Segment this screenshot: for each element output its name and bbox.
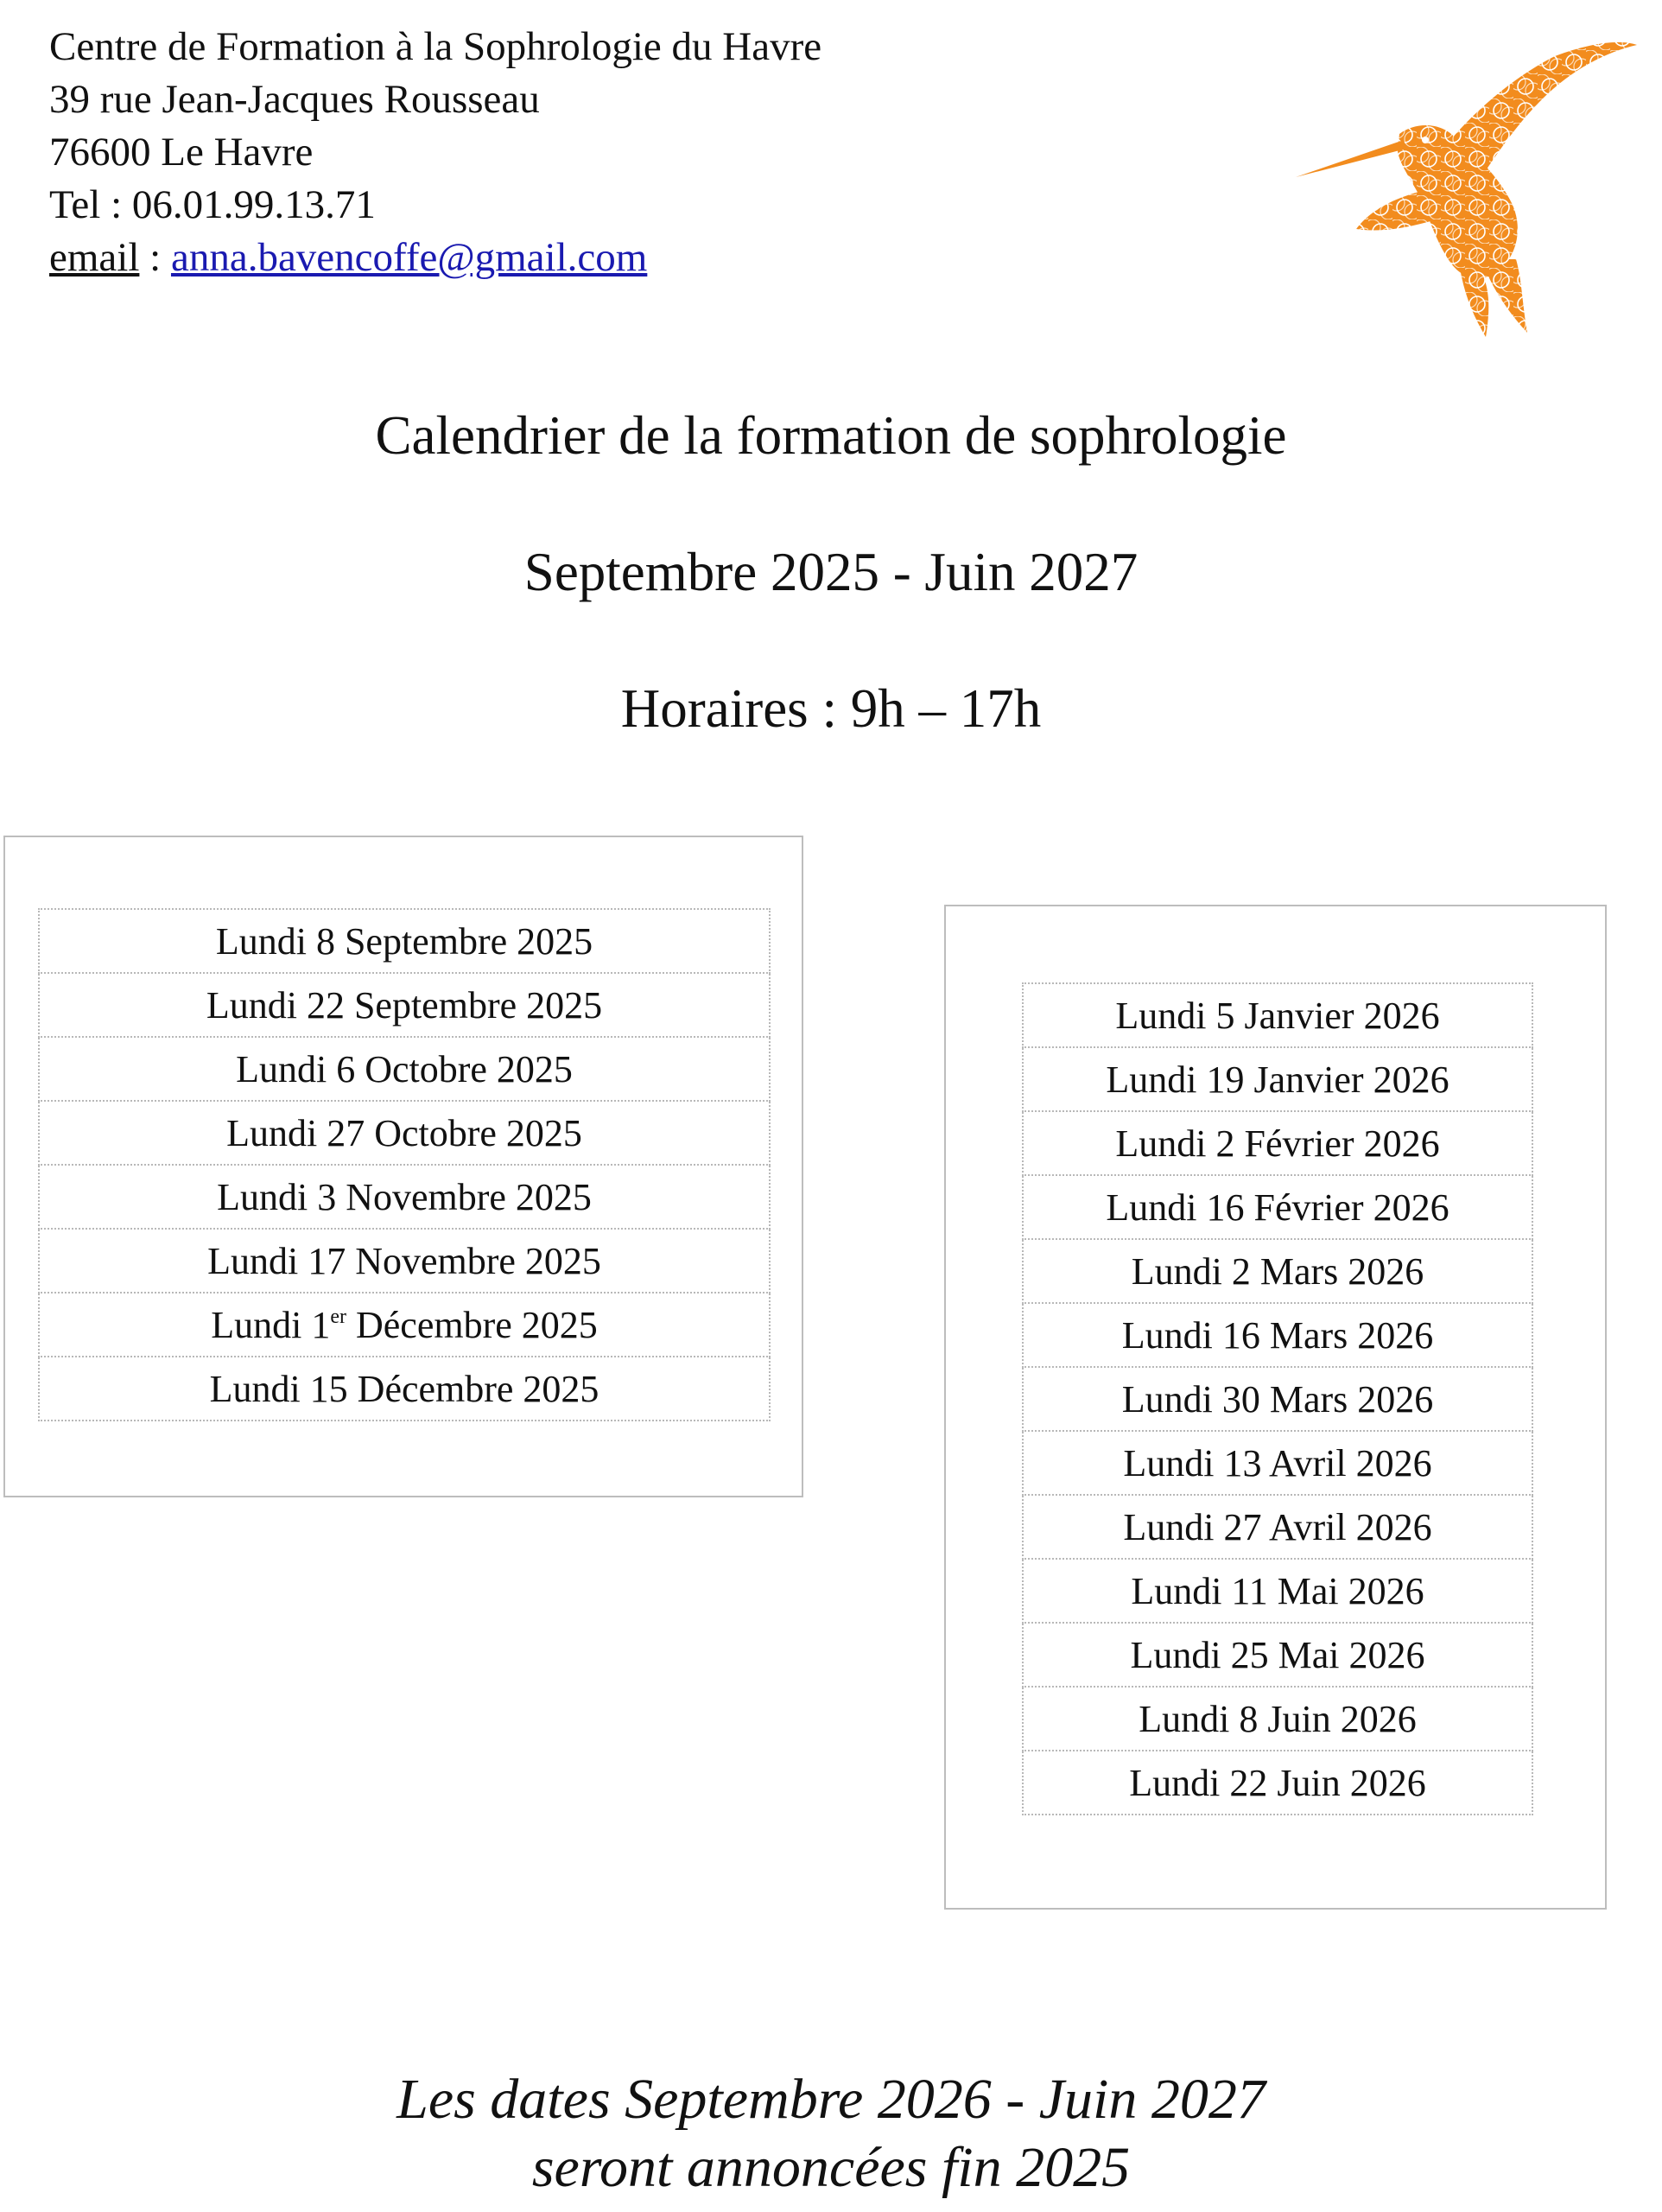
table-row (39, 1037, 770, 1101)
email-label: email (49, 235, 140, 280)
date-text-after: Décembre 2025 (346, 1303, 598, 1346)
table-row (1023, 1751, 1532, 1815)
city-address: 76600 Le Havre (49, 130, 314, 175)
table-row (39, 1101, 770, 1165)
date-cell: Lundi 17 Novembre 2025 (39, 1229, 770, 1293)
table-row (1023, 1495, 1532, 1559)
dates-panel-2026 (944, 905, 1607, 1910)
footer-note-line-1: Les dates Septembre 2026 - Juin 2027 (396, 2068, 1266, 2131)
email-link[interactable]: anna.bavencoffe@gmail.com (170, 235, 648, 280)
address-block (49, 21, 821, 284)
date-cell: Lundi 16 Mars 2026 (1023, 1303, 1532, 1367)
email-separator: : (139, 235, 171, 280)
table-row (39, 1293, 770, 1357)
table-row (1023, 1687, 1532, 1751)
date-cell: Lundi 22 Septembre 2025 (39, 973, 770, 1037)
dates-panel-2025 (3, 836, 803, 1497)
date-ordinal-suffix: er (330, 1305, 346, 1328)
hummingbird-icon (1296, 26, 1650, 346)
date-cell: Lundi 25 Mai 2026 (1023, 1623, 1532, 1687)
table-row (1023, 1175, 1532, 1239)
calendar-title: Calendrier de la formation de sophrologie (375, 405, 1287, 466)
table-row (1023, 1367, 1532, 1431)
table-row (39, 1165, 770, 1229)
street-address: 39 rue Jean-Jacques Rousseau (49, 77, 540, 122)
date-cell: Lundi 13 Avril 2026 (1023, 1431, 1532, 1495)
date-text-before: Lundi 1 (211, 1303, 331, 1346)
date-cell: Lundi 2 Mars 2026 (1023, 1239, 1532, 1303)
date-cell: Lundi 5 Janvier 2026 (1023, 983, 1532, 1047)
date-cell: Lundi 15 Décembre 2025 (39, 1357, 770, 1421)
table-row (1023, 1431, 1532, 1495)
table-row (1023, 1303, 1532, 1367)
table-row (39, 909, 770, 973)
date-cell: Lundi 6 Octobre 2025 (39, 1037, 770, 1101)
date-cell: Lundi 30 Mars 2026 (1023, 1367, 1532, 1431)
date-cell: Lundi 27 Avril 2026 (1023, 1495, 1532, 1559)
date-cell: Lundi 16 Février 2026 (1023, 1175, 1532, 1239)
date-cell: Lundi 2 Février 2026 (1023, 1111, 1532, 1175)
date-cell: Lundi 22 Juin 2026 (1023, 1751, 1532, 1815)
table-row (1023, 1047, 1532, 1111)
table-row (1023, 1111, 1532, 1175)
table-row (1023, 1623, 1532, 1687)
date-cell: Lundi 8 Juin 2026 (1023, 1687, 1532, 1751)
footer-note-line-2: seront annoncées fin 2025 (531, 2136, 1131, 2199)
date-cell: Lundi 19 Janvier 2026 (1023, 1047, 1532, 1111)
phone-number: Tel : 06.01.99.13.71 (49, 182, 376, 227)
date-cell: Lundi 11 Mai 2026 (1023, 1559, 1532, 1623)
date-cell: Lundi 3 Novembre 2025 (39, 1165, 770, 1229)
org-name: Centre de Formation à la Sophrologie du Havre (49, 24, 822, 69)
table-row (1023, 983, 1532, 1047)
table-row (39, 1357, 770, 1421)
date-cell (39, 1293, 770, 1357)
dates-table-2026 (1022, 982, 1533, 1815)
period-title: Septembre 2025 - Juin 2027 (523, 542, 1139, 602)
date-cell: Lundi 8 Septembre 2025 (39, 909, 770, 973)
table-row (1023, 1559, 1532, 1623)
hours-title: Horaires : 9h – 17h (620, 678, 1042, 739)
table-row (39, 973, 770, 1037)
date-cell: Lundi 27 Octobre 2025 (39, 1101, 770, 1165)
email-line (49, 232, 821, 284)
table-row (1023, 1239, 1532, 1303)
dates-table-2025 (38, 908, 771, 1421)
table-row (39, 1229, 770, 1293)
